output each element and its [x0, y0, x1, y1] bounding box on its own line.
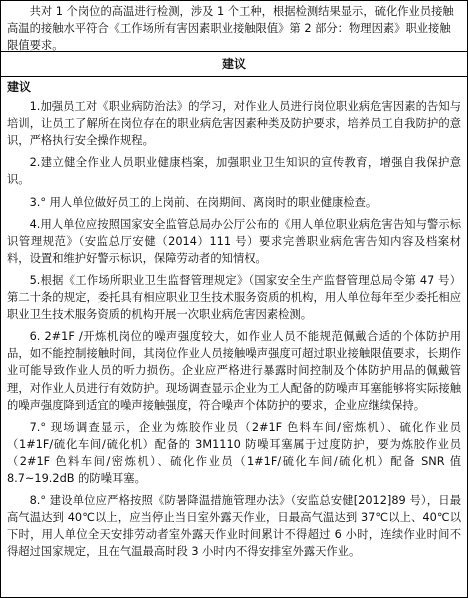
recommendations-body: [1, 77, 467, 560]
recommendation-item-7: 7.° 现场调查显示，企业为炼胶作业员（2#1F 色料车间/密炼机）、硫化作业员（1#1F/硫化车间/硫化机）配备的 3M1110 防噪耳塞属于过度防护，要为炼胶作业员（2#1F 色料车间/密炼机）、硫化作业员（1#1F/硫化车间/硫化机）配备 SNR 值 8.7~19.2dB 的防噪耳塞。: [7, 420, 461, 485]
recommendations-subtitle: 建议: [7, 80, 32, 94]
recommendation-item-3: 3.° 用人单位做好员工的上岗前、在岗期间、离岗时的职业健康检查。: [29, 195, 378, 209]
recommendation-item-4: 4.用人单位应按照国家安全监管总局办公厅公布的《用人单位职业病危害告知与警示标识管理规范》（安监总厅安健（2014）111 号）要求完善职业病危害告知内容及档案材料，设置和维护好警示标识，保障劳动者的知情权。: [7, 217, 461, 265]
recommendation-item-8: 8.° 建设单位应严格按照《防暑降温措施管理办法》（安监总安健[2012]89 号），日最高气温达到 40℃以上，应当停止当日室外露天作业，日最高气温达到 37℃以上、40℃以下时，用人单位全天安排劳动者室外露天作业时间累计不得超过 6 小时，连续作业时间不得超过国家规定，且在气温最高时段 3 小时内不得安排室外露天作业。: [7, 494, 461, 559]
section-title: 建议: [1, 52, 467, 77]
intro-paragraph: 共对 1 个岗位的高温进行检测，涉及 1 个工种，根据检测结果显示，硫化作业员接触高温的接触水平符合《工作场所有害因素职业接触限值》第 2 部分：物理因素》职业接触限值要求。: [1, 1, 467, 52]
recommendation-item-5: 5.根据《工作场所职业卫生监督管理规定》（国家安全生产监督管理总局令第 47 号）第二十条的规定，委托具有相应职业卫生技术服务资质的机构，用人单位每年至少委托相应职业卫生技术服务资质的机构开展一次职业病危害因素检测。: [7, 273, 461, 322]
recommendation-item-1: 1.加强员工对《职业病防治法》的学习，对作业人员进行岗位职业病危害因素的告知与培训，让员工了解所在岗位存在的职业病危害因素种类及防护要求，培养员工自我防护的意识，严格执行安全操作规程。: [7, 100, 461, 148]
recommendation-item-6: 6. 2#1F /开炼机岗位的噪声强度较大，如作业人员不能规范佩戴合适的个体防护用品，如不能控制接触时间，其岗位作业人员接触噪声强度可超过职业接触限值要求，长期作业可能导致作业人员的听力损伤。企业应严格进行暴露时间控制及个体防护用品的佩戴管理，对作业人员进行有效防护。现场调查显示企业为工人配备的防噪声耳塞能够将实际接触的噪声强度降到适宜的噪声接触强度，符合噪声个体防护的要求，企业应继续保持。: [7, 330, 461, 412]
recommendation-item-2: 2.建立健全作业人员职业健康档案，加强职业卫生知识的宣传教育，增强自我保护意识。: [7, 156, 461, 187]
